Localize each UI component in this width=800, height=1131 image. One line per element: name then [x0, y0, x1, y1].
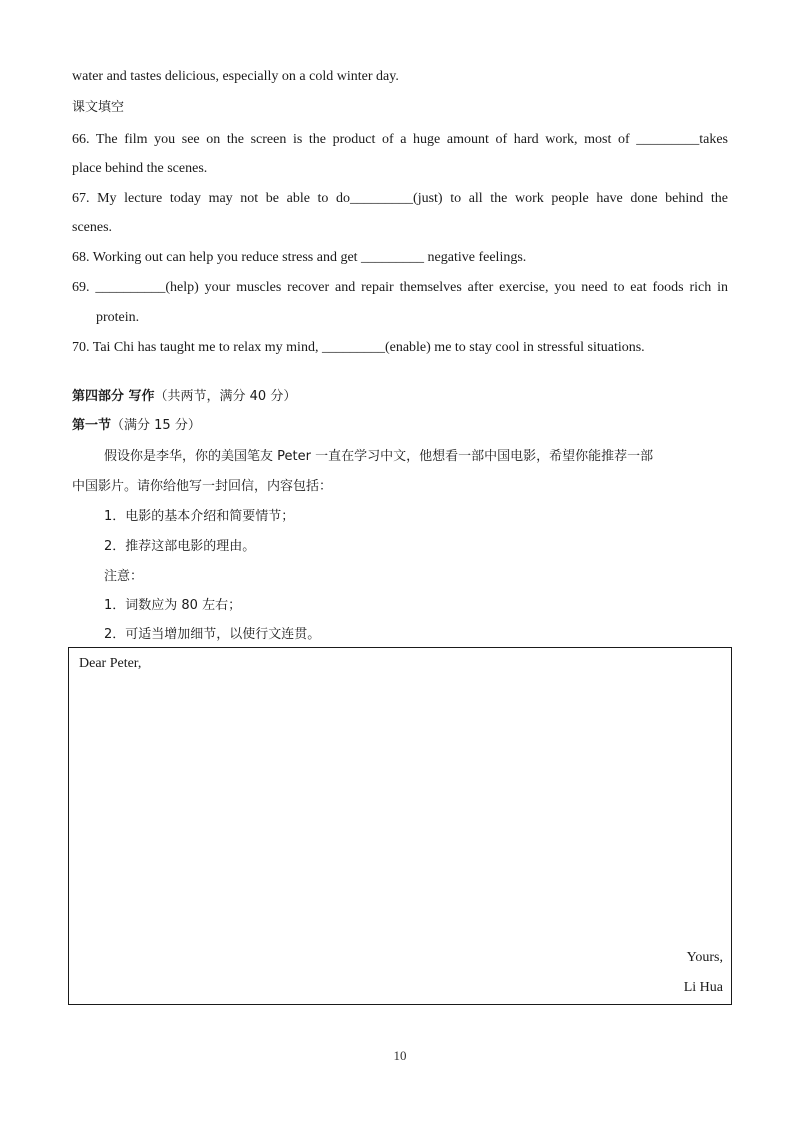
section-1-title: 第一节	[72, 418, 112, 433]
section-label: 课文填空	[72, 100, 125, 115]
section-1-heading	[72, 416, 201, 436]
part-4-title: 第四部分 写作	[72, 389, 155, 404]
prompt-line-1: 假设你是李华，你的美国笔友 Peter 一直在学习中文，他想看一部中国电影，希望你能推荐一部	[104, 449, 654, 464]
prompt-line-2: 中国影片。请你给他写一封回信，内容包括：	[72, 479, 333, 494]
passage-tail-text: water and tastes delicious, especially on a cold winter day.	[72, 69, 399, 84]
letter-signature: Li Hua	[683, 980, 723, 995]
note-item-2: 2．可适当增加细节，以使行文连贯。	[104, 627, 321, 642]
question-69-line-2: protein.	[96, 310, 140, 325]
question-70: 70. Tai Chi has taught me to relax my mind, _________(enable) me to stay cool in stressful situations.	[72, 340, 645, 355]
content-item-2: 2．推荐这部电影的理由。	[104, 539, 256, 554]
question-68: 68. Working out can help you reduce stress and get _________ negative feelings.	[72, 250, 527, 265]
question-66-line-1: 66. The film you see on the screen is the product of a huge amount of hard work, most of _________takes	[72, 132, 728, 147]
part-4-heading	[72, 387, 296, 407]
notes-label: 注意：	[104, 569, 144, 584]
answer-writing-box[interactable]	[68, 647, 732, 1005]
content-item-1: 1．电影的基本介绍和简要情节；	[104, 509, 295, 524]
letter-closing: Yours,	[686, 950, 723, 965]
question-67-line-2: scenes.	[72, 220, 113, 235]
section-1-title-note: （满分 15 分）	[111, 418, 201, 433]
page-number: 10	[393, 1048, 407, 1063]
question-67-line-1: 67. My lecture today may not be able to do_________(just) to all the work people have done behind the	[72, 191, 728, 206]
question-69-line-1: 69. __________(help) your muscles recover and repair themselves after exercise, you need to eat foods rich in	[72, 280, 728, 295]
note-item-1: 1．词数应为 80 左右；	[104, 598, 242, 613]
letter-greeting: Dear Peter,	[79, 656, 142, 671]
part-4-title-note: （共两节，满分 40 分）	[154, 389, 297, 404]
question-66-line-2: place behind the scenes.	[72, 161, 208, 176]
